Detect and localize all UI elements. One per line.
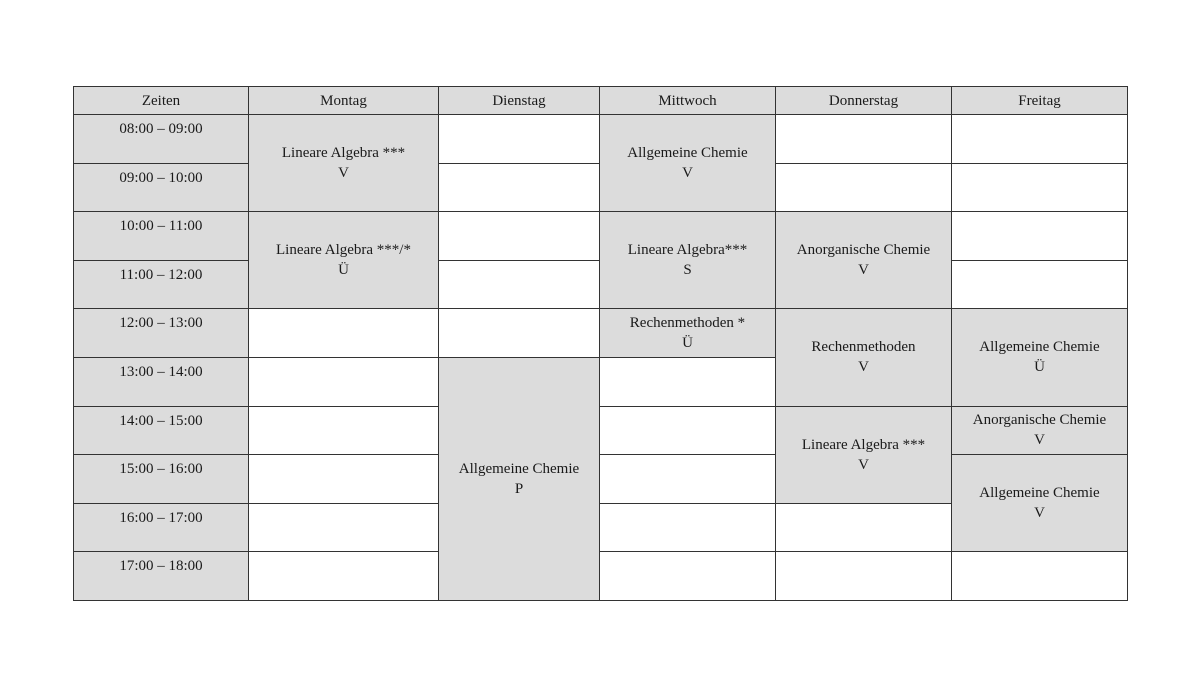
empty-cell — [952, 260, 1128, 309]
empty-cell — [952, 115, 1128, 164]
course-cell — [249, 115, 439, 212]
empty-cell — [439, 212, 600, 261]
course-type: V — [858, 359, 869, 376]
course-title: Rechenmethoden — [811, 339, 916, 356]
header-row — [74, 87, 1128, 115]
time-row — [74, 552, 1128, 601]
course-type: Ü — [682, 335, 693, 352]
time-slot: 08:00 – 09:00 — [74, 115, 249, 164]
course-cell — [600, 309, 776, 358]
time-row — [74, 309, 1128, 358]
time-slot: 09:00 – 10:00 — [74, 163, 249, 212]
course-cell — [952, 406, 1128, 455]
course-type: V — [858, 262, 869, 279]
empty-cell — [952, 552, 1128, 601]
time-slot: 13:00 – 14:00 — [74, 357, 249, 406]
course-title: Anorganische Chemie — [796, 242, 931, 259]
time-slot: 15:00 – 16:00 — [74, 455, 249, 504]
time-slot: 10:00 – 11:00 — [74, 212, 249, 261]
empty-cell — [600, 552, 776, 601]
header-friday: Freitag — [952, 87, 1128, 115]
course-title: Lineare Algebra ***/* — [276, 242, 411, 259]
empty-cell — [249, 357, 439, 406]
course-title: Allgemeine Chemie — [979, 485, 1100, 502]
time-row — [74, 455, 1128, 504]
timetable — [73, 86, 1128, 601]
course-type: V — [682, 165, 693, 182]
course-cell — [952, 309, 1128, 406]
course-cell — [776, 212, 952, 309]
course-title: Lineare Algebra*** — [627, 242, 748, 259]
empty-cell — [600, 503, 776, 552]
course-cell — [249, 212, 439, 309]
empty-cell — [776, 503, 952, 552]
course-cell — [776, 406, 952, 503]
empty-cell — [600, 357, 776, 406]
time-row — [74, 115, 1128, 164]
empty-cell — [776, 163, 952, 212]
empty-cell — [439, 260, 600, 309]
course-cell — [952, 455, 1128, 552]
course-title: Allgemeine Chemie — [979, 339, 1100, 356]
empty-cell — [600, 455, 776, 504]
header-thursday: Donnerstag — [776, 87, 952, 115]
empty-cell — [439, 309, 600, 358]
header-monday: Montag — [249, 87, 439, 115]
course-type: V — [1034, 505, 1045, 522]
empty-cell — [249, 309, 439, 358]
course-type: Ü — [1034, 359, 1045, 376]
empty-cell — [249, 406, 439, 455]
empty-cell — [952, 163, 1128, 212]
time-slot: 11:00 – 12:00 — [74, 260, 249, 309]
course-type: Ü — [338, 262, 349, 279]
empty-cell — [249, 552, 439, 601]
course-title: Allgemeine Chemie — [627, 145, 748, 162]
course-type: V — [338, 165, 349, 182]
empty-cell — [439, 163, 600, 212]
time-slot: 17:00 – 18:00 — [74, 552, 249, 601]
course-cell — [600, 115, 776, 212]
course-cell — [439, 357, 600, 600]
course-type: V — [858, 456, 869, 473]
header-wednesday: Mittwoch — [600, 87, 776, 115]
header-tuesday: Dienstag — [439, 87, 600, 115]
course-type: S — [683, 262, 692, 279]
course-title: Lineare Algebra *** — [281, 145, 406, 162]
course-title: Anorganische Chemie — [972, 412, 1107, 429]
time-slot: 14:00 – 15:00 — [74, 406, 249, 455]
empty-cell — [439, 115, 600, 164]
empty-cell — [776, 115, 952, 164]
course-type: V — [1034, 432, 1045, 449]
course-cell — [600, 212, 776, 309]
empty-cell — [249, 503, 439, 552]
course-type: P — [514, 480, 524, 497]
time-slot: 16:00 – 17:00 — [74, 503, 249, 552]
course-cell — [776, 309, 952, 406]
time-slot: 12:00 – 13:00 — [74, 309, 249, 358]
course-title: Allgemeine Chemie — [458, 460, 580, 477]
empty-cell — [952, 212, 1128, 261]
time-row — [74, 406, 1128, 455]
time-row — [74, 212, 1128, 261]
course-title: Rechenmethoden * — [629, 315, 746, 332]
empty-cell — [249, 455, 439, 504]
header-time: Zeiten — [74, 87, 249, 115]
empty-cell — [600, 406, 776, 455]
empty-cell — [776, 552, 952, 601]
course-title: Lineare Algebra *** — [801, 436, 926, 453]
